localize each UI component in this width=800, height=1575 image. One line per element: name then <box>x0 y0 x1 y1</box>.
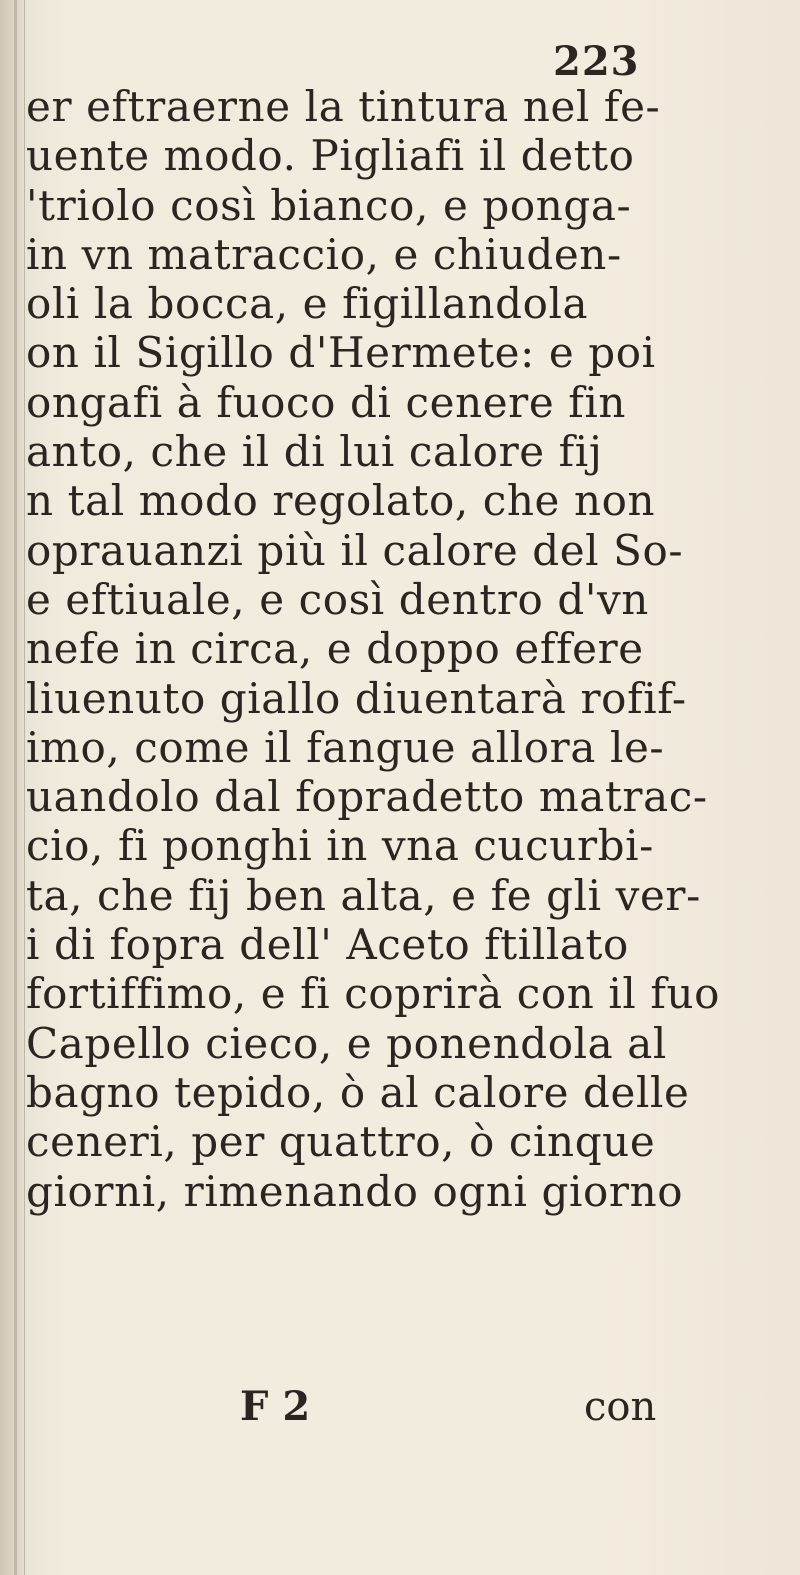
text-line: bagno tepido, ò al calore delle <box>26 1067 690 1117</box>
text-line: cio, fi ponghi in vna cucurbi- <box>26 821 654 871</box>
text-line: giorni, rimenando ogni giorno <box>26 1166 684 1216</box>
text-line: uente modo. Pigliafi il detto <box>26 131 635 181</box>
text-line: oprauanzi più il calore del So- <box>26 525 684 575</box>
text-line: liuenuto giallo diuentarà rofif- <box>26 673 687 723</box>
page-number: 223 <box>553 38 640 85</box>
text-line: er eftraerne la tintura nel fe- <box>26 82 661 131</box>
text-line: fortiffimo, e fi coprirà con il fuo <box>26 969 721 1019</box>
page-footer <box>0 1382 800 1432</box>
text-line: i di fopra dell' Aceto ftillato <box>26 920 629 970</box>
text-line: 'triolo così bianco, e ponga- <box>26 180 632 230</box>
text-line: imo, come il fangue allora le- <box>26 722 665 772</box>
text-line: uandolo dal fopradetto matrac- <box>26 772 708 822</box>
text-line: ta, che fij ben alta, e fe gli ver- <box>26 870 701 920</box>
text-line: on il Sigillo d'Hermete: e poi <box>26 328 656 378</box>
text-line: ceneri, per quattro, ò cinque <box>26 1117 656 1167</box>
text-line: nefe in circa, e doppo effere <box>26 624 644 674</box>
body-text <box>26 82 726 1216</box>
signature-mark: F 2 <box>240 1383 311 1430</box>
text-line: e eftiuale, e così dentro d'vn <box>26 574 649 624</box>
text-line: in vn matraccio, e chiuden- <box>26 229 622 279</box>
gutter-shadow <box>14 0 17 1575</box>
text-line: anto, che il di lui calore fij <box>26 427 603 477</box>
text-line: ongafi à fuoco di cenere fin <box>26 377 627 427</box>
binding-gutter <box>0 0 25 1575</box>
text-line: oli la bocca, e figillandola <box>26 279 589 329</box>
catchword: con <box>584 1384 657 1430</box>
text-line: n tal modo regolato, che non <box>26 476 656 526</box>
text-line: Capello cieco, e ponendola al <box>26 1018 667 1068</box>
